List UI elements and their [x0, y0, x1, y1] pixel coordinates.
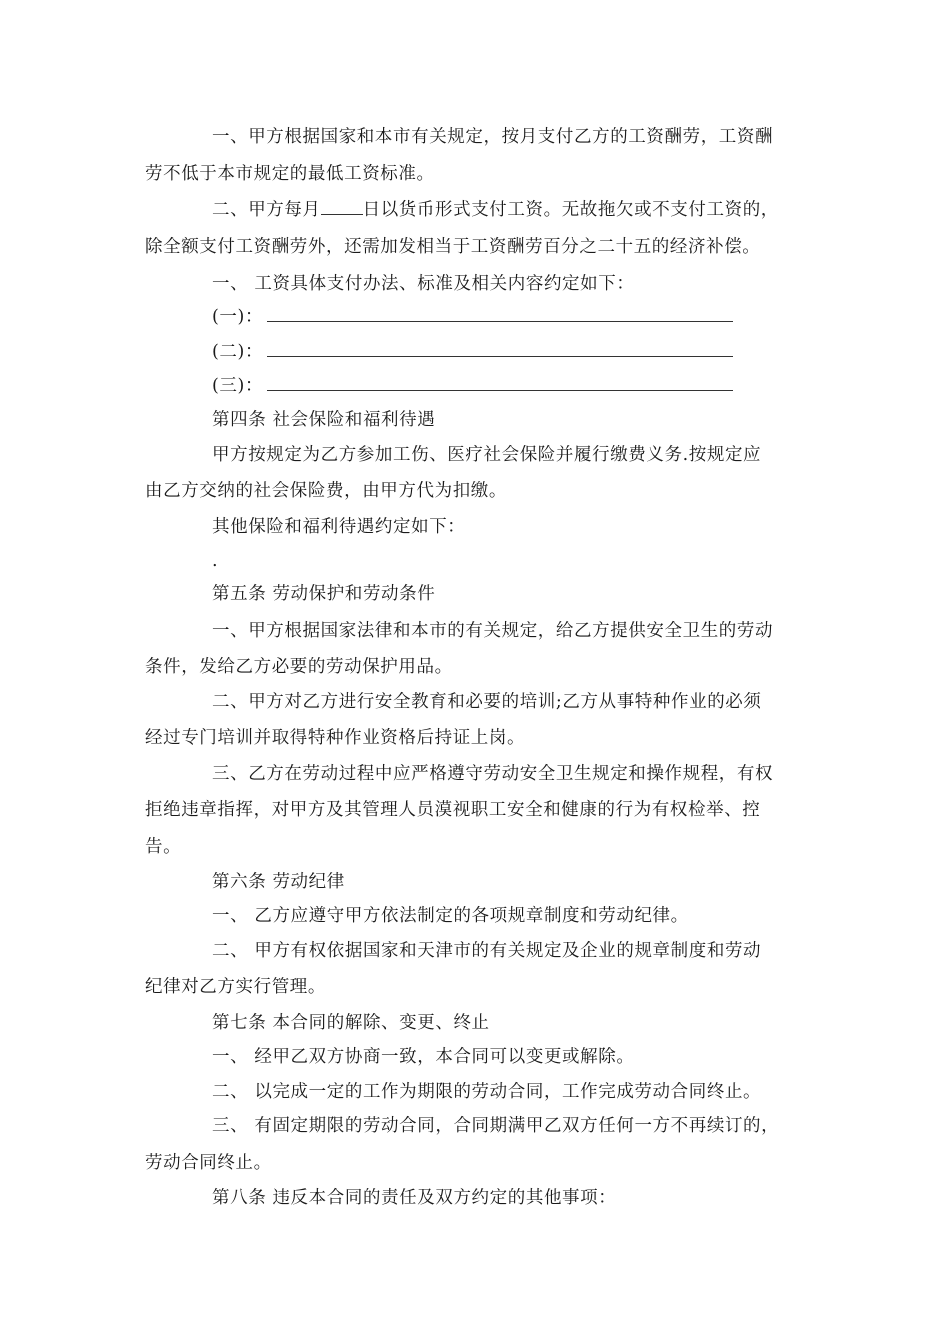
paragraph-line: 拒绝违章指挥，对甲方及其管理人员漠视职工安全和健康的行为有权检举、控: [145, 800, 761, 820]
blank-field: [267, 374, 733, 391]
fill-in-line: [212, 340, 812, 364]
paragraph-line: 一、甲方根据国家法律和本市的有关规定，给乙方提供安全卫生的劳动: [212, 621, 774, 641]
paragraph-line: 其他保险和福利待遇约定如下：: [212, 517, 466, 537]
paragraph-line: .: [212, 551, 219, 571]
paragraph-line: 告。: [145, 837, 182, 857]
paragraph-line: [212, 198, 812, 222]
line-text: 日以货币形式支付工资。无故拖欠或不支付工资的，: [362, 200, 779, 220]
blank-field: [267, 340, 733, 357]
paragraph-line: 二、甲方对乙方进行安全教育和必要的培训;乙方从事特种作业的必须: [212, 692, 762, 712]
section-heading: 第八条 违反本合同的责任及双方约定的其他事项：: [212, 1188, 617, 1208]
item-label: (三)：: [212, 376, 264, 396]
paragraph-line: 一、甲方根据国家和本市有关规定，按月支付乙方的工资酬劳，工资酬: [212, 127, 774, 147]
item-label: (一)：: [212, 307, 264, 327]
section-heading: 第四条 社会保险和福利待遇: [212, 410, 436, 430]
paragraph-line: 劳不低于本市规定的最低工资标准。: [145, 164, 435, 184]
fill-in-line: [212, 374, 812, 398]
paragraph-line: 二、 以完成一定的工作为期限的劳动合同，工作完成劳动合同终止。: [212, 1082, 762, 1102]
paragraph-line: 由乙方交纳的社会保险费，由甲方代为扣缴。: [145, 481, 507, 501]
blank-field: [267, 305, 733, 322]
blank-field: [321, 198, 363, 215]
paragraph-line: 条件，发给乙方必要的劳动保护用品。: [145, 657, 453, 677]
item-label: (二)：: [212, 342, 264, 362]
paragraph-line: 一、 工资具体支付办法、标准及相关内容约定如下：: [212, 274, 635, 294]
paragraph-line: 除全额支付工资酬劳外，还需加发相当于工资酬劳百分之二十五的经济补偿。: [145, 237, 761, 257]
paragraph-line: 二、 甲方有权依据国家和天津市的有关规定及企业的规章制度和劳动: [212, 941, 762, 961]
fill-in-line: [212, 305, 812, 329]
paragraph-line: 纪律对乙方实行管理。: [145, 977, 326, 997]
section-heading: 第五条 劳动保护和劳动条件: [212, 584, 436, 604]
paragraph-line: 三、 有固定期限的劳动合同，合同期满甲乙双方任何一方不再续订的，: [212, 1116, 780, 1136]
paragraph-line: 甲方按规定为乙方参加工伤、医疗社会保险并履行缴费义务.按规定应: [212, 445, 762, 465]
paragraph-line: 一、 乙方应遵守甲方依法制定的各项规章制度和劳动纪律。: [212, 906, 689, 926]
line-text: 二、甲方每月: [212, 200, 321, 220]
paragraph-line: 劳动合同终止。: [145, 1153, 272, 1173]
paragraph-line: 经过专门培训并取得特种作业资格后持证上岗。: [145, 728, 526, 748]
paragraph-line: 一、 经甲乙双方协商一致，本合同可以变更或解除。: [212, 1047, 635, 1067]
section-heading: 第六条 劳动纪律: [212, 872, 345, 892]
paragraph-line: 三、乙方在劳动过程中应严格遵守劳动安全卫生规定和操作规程，有权: [212, 764, 774, 784]
section-heading: 第七条 本合同的解除、变更、终止: [212, 1013, 490, 1033]
